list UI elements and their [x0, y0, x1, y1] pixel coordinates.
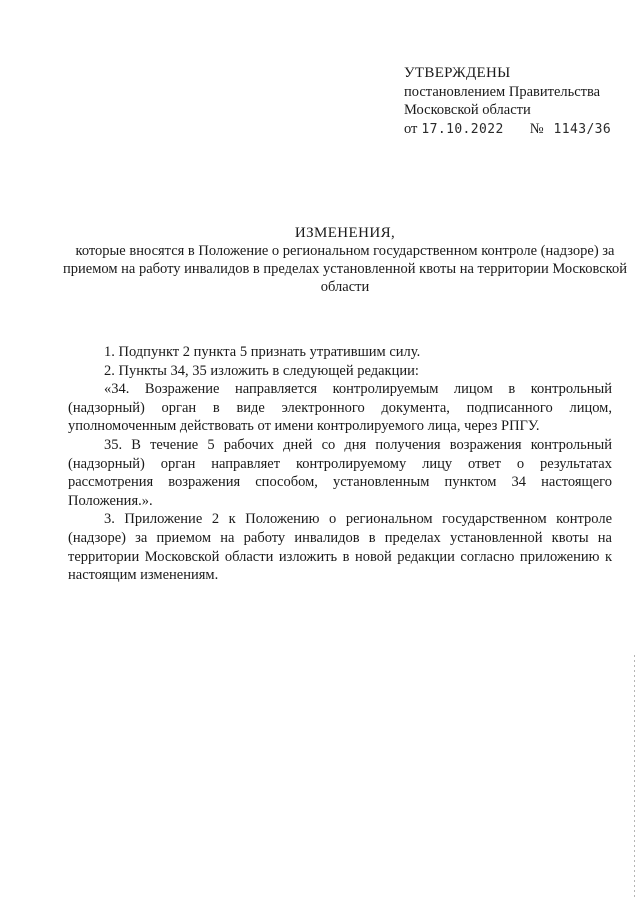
- document-title: ИЗМЕНЕНИЯ,: [294, 225, 396, 241]
- approval-date: 17.10.2022: [421, 121, 504, 137]
- paragraph-item-34: «34. Возражение направляется контролируемым лицом в контрольный (надзорный) орган в виде электронного документа, подписанного лицом, уполномоченным действовать от имени контролируемого лица, через РПГУ.: [68, 381, 612, 435]
- paragraph-item-1: 1. Подпункт 2 пункта 5 признать утратившим силу.: [104, 344, 421, 360]
- document-heading: [50, 224, 640, 296]
- paragraph-item-35: 35. В течение 5 рабочих дней со дня получения возражения контрольный (надзорный) орган направляет контролируемому лицу ответ о результатах рассмотрения возражения способом, установленным пунктом 34 настоящего Положения.».: [68, 436, 612, 509]
- approval-line-1: постановлением Правительства: [404, 83, 601, 100]
- approval-stamp: [404, 64, 611, 139]
- date-prefix: от: [404, 120, 418, 137]
- number-sign: №: [529, 120, 544, 137]
- paragraph-item-2: 2. Пункты 34, 35 изложить в следующей редакции:: [104, 362, 419, 379]
- document-body: [68, 343, 612, 585]
- approval-date-line: [404, 120, 611, 140]
- paragraph-item-3: 3. Приложение 2 к Положению о региональном государственном контроле (надзоре) за приемом на работу инвалидов в пределах установленной квоты на территории Московской области изложить в новой редакции согласно приложению к настоящим изменениям.: [68, 511, 612, 584]
- approval-line-2: Московской области: [404, 102, 531, 118]
- scan-margin-mark: [634, 655, 635, 900]
- document-subtitle: которые вносятся в Положение о региональном государственном контроле (надзоре) за приемом на работу инвалидов в пределах установленной квоты на территории Московской области: [62, 243, 627, 295]
- approval-title: УТВЕРЖДЕНЫ: [404, 65, 511, 81]
- approval-number: 1143/36: [553, 121, 612, 137]
